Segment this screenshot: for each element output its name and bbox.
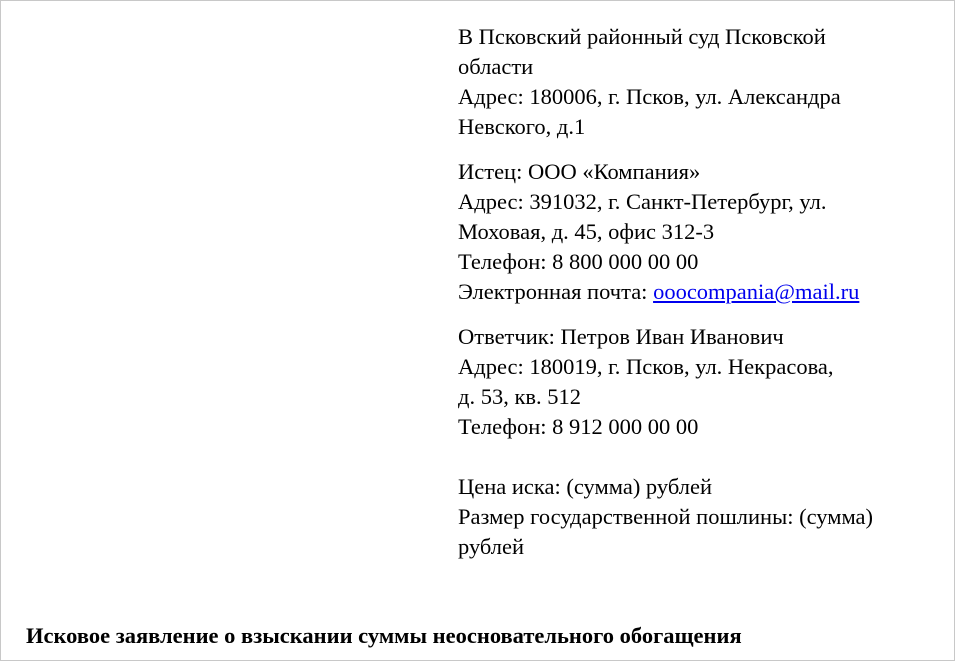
- defendant-name: Ответчик: Петров Иван Иванович: [458, 324, 784, 349]
- plaintiff-address-line-1: Адрес: 391032, г. Санкт-Петербург, ул.: [458, 189, 827, 214]
- header-block: [458, 22, 950, 562]
- court-address-line-2: Невского, д.1: [458, 114, 586, 139]
- court-name-line-1: В Псковский районный суд Псковской: [458, 24, 826, 49]
- blank-line: [458, 442, 950, 472]
- court-address-line-1: Адрес: 180006, г. Псков, ул. Александра: [458, 84, 841, 109]
- document-title: Исковое заявление о взыскании суммы неосновательного обогащения: [26, 623, 742, 648]
- plaintiff-address-line-2: Моховая, д. 45, офис 312-3: [458, 219, 715, 244]
- plaintiff-name: Истец: ООО «Компания»: [458, 159, 701, 184]
- court-block: [458, 22, 950, 142]
- state-duty-line-2: рублей: [458, 534, 525, 559]
- defendant-address-line-1: Адрес: 180019, г. Псков, ул. Некрасова,: [458, 354, 834, 379]
- plaintiff-email-link[interactable]: ooocompania@mail.ru: [653, 279, 860, 304]
- claim-price: Цена иска: (сумма) рублей: [458, 474, 712, 499]
- defendant-address-line-2: д. 53, кв. 512: [458, 384, 582, 409]
- defendant-phone: Телефон: 8 912 000 00 00: [458, 414, 699, 439]
- plaintiff-email-label: Электронная почта:: [458, 279, 654, 304]
- court-name-line-2: области: [458, 54, 534, 79]
- plaintiff-phone: Телефон: 8 800 000 00 00: [458, 249, 699, 274]
- plaintiff-block: [458, 157, 950, 307]
- defendant-block: [458, 322, 950, 562]
- plaintiff-email-line: [458, 277, 950, 307]
- state-duty-line-1: Размер государственной пошлины: (сумма): [458, 504, 874, 529]
